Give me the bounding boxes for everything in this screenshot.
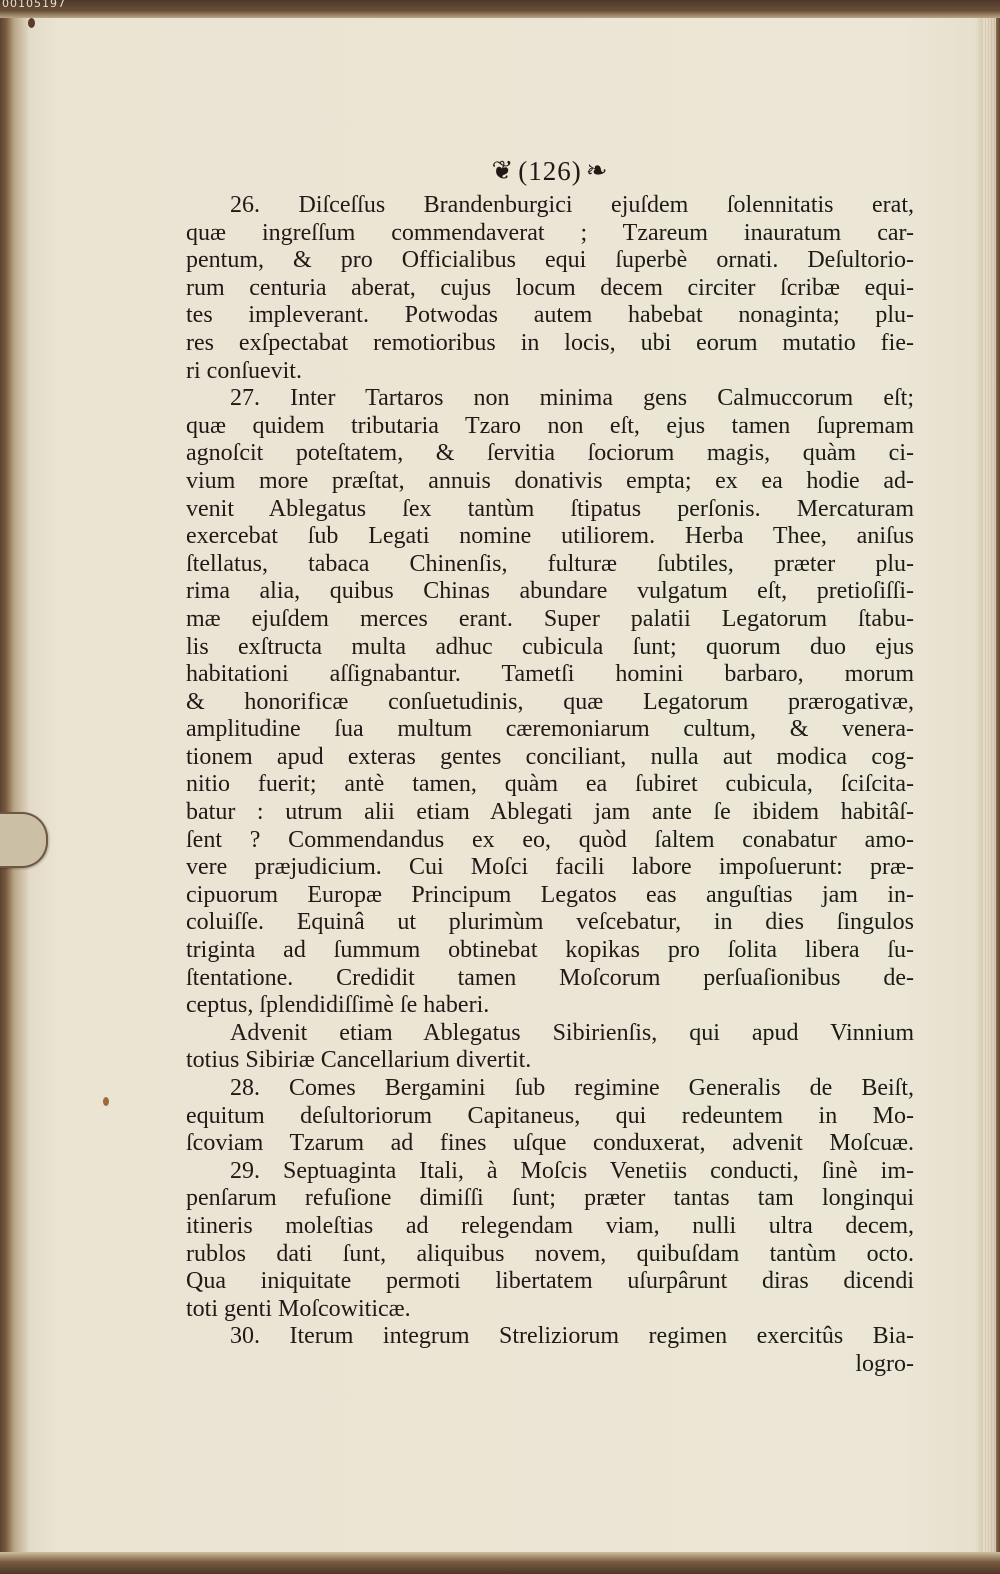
text-line: amplitudine ſua multum cæremoniarum cultum, & venera- <box>186 716 914 743</box>
text-line: rima alia, quibus Chinas abundare vulgatum eſt, pretioſiſſi- <box>186 578 914 605</box>
text-line: penſarum refuſione dimiſſi ſunt; præter tantas tam longinqui <box>186 1185 914 1212</box>
scan-top-edge <box>0 0 1000 18</box>
stain-mark <box>103 1097 109 1106</box>
text-line: ri conſuevit. <box>186 357 302 384</box>
text-line: itineris moleſtias ad relegendam viam, nulli ultra decem, <box>186 1212 914 1239</box>
clasp-icon <box>0 812 48 868</box>
text-line: nitio fuerit; antè tamen, quàm ea ſubiret cubicula, ſciſcita- <box>186 771 914 798</box>
text-line: quæ quidem tributaria Tzaro non eſt, ejus tamen ſupremam <box>186 412 914 439</box>
text-line: ſent ? Commendandus ex eo, quòd ſaltem conabatur amo- <box>186 826 914 853</box>
text-line: logro- <box>855 1350 914 1377</box>
text-line: quæ ingreſſum commendaverat ; Tzareum inauratum car- <box>186 219 914 246</box>
text-line: venit Ablegatus ſex tantùm ſtipatus perſonis. Mercaturam <box>186 495 914 522</box>
text-line: 26. Diſceſſus Brandenburgici ejuſdem ſolennitatis erat, <box>230 192 914 218</box>
text-line: exercebat ſub Legati nomine utiliorem. Herba Thee, aniſus <box>186 523 914 550</box>
right-ornament-icon: ❧ <box>585 156 609 185</box>
scan-bottom-edge <box>0 1552 1000 1574</box>
text-line: 29. Septuaginta Itali, à Moſcis Venetiis conducti, ſinè im- <box>230 1157 914 1184</box>
text-line: totius Sibiriæ Cancellarium divertit. <box>186 1047 532 1074</box>
text-line: & honorificæ conſuetudinis, quæ Legatorum prærogativæ, <box>186 688 914 715</box>
text-line: ſcoviam Tzarum ad fines uſque conduxerat, advenit Moſcuæ. <box>186 1130 914 1157</box>
text-line: rublos dati ſunt, aliquibus novem, quibuſdam tantùm octo. <box>186 1240 914 1267</box>
text-line: cipuorum Europæ Principum Legatos eas anguſtias jam in- <box>186 881 914 908</box>
page-content <box>186 150 914 1379</box>
text-line: vere præjudicium. Cui Moſci facili labore impoſuerunt: præ- <box>186 854 914 881</box>
text-line: coluiſſe. Equinâ ut plurimùm veſcebatur, in dies ſingulos <box>186 909 914 936</box>
text-line: tionem apud exteras gentes conciliant, nulla aut modica cog- <box>186 743 914 770</box>
page-edge-stack <box>982 18 996 1552</box>
text-line: triginta ad ſummum obtinebat kopikas pro ſolita libera ſu- <box>186 937 914 964</box>
text-line: habitationi aſſignabantur. Tametſi homini barbaro, morum <box>186 661 914 688</box>
text-line: Advenit etiam Ablegatus Sibirienſis, qui apud Vinnium <box>230 1019 914 1046</box>
running-header <box>186 150 914 192</box>
text-line: res exſpectabat remotioribus in locis, ubi eorum mutatio fie- <box>186 329 914 356</box>
text-line: 28. Comes Bergamini ſub regimine Generalis de Beiſt, <box>230 1075 914 1101</box>
text-line: 27. Inter Tartaros non minima gens Calmuccorum eſt; <box>230 385 914 412</box>
text-line: batur : utrum alii etiam Ablegati jam ante ſe ibidem habitâſ- <box>186 799 914 826</box>
text-line: lis exſtructa multa adhuc cubicula ſunt; quorum duo ejus <box>186 633 914 660</box>
text-line: vium more præſtat, annuis donativis empta; ex ea hodie ad- <box>186 467 914 494</box>
text-block <box>186 192 914 1379</box>
text-line: ſtentatione. Credidit tamen Moſcorum perſuaſionibus de- <box>186 964 914 991</box>
scan-id: 00105197 <box>2 0 66 10</box>
text-line: tes impleverant. Potwodas autem habebat nonaginta; plu- <box>186 302 914 329</box>
left-ornament-icon: ❦ <box>491 156 515 185</box>
text-line: toti genti Moſcowiticæ. <box>186 1295 411 1322</box>
text-line: ceptus, ſplendidiſſimè ſe haberi. <box>186 992 490 1019</box>
text-line: agnoſcit poteſtatem, & ſervitia ſociorum magis, quàm ci- <box>186 440 914 467</box>
text-line: 30. Iterum integrum Streliziorum regimen exercitûs Bia- <box>230 1323 914 1350</box>
text-line: Qua iniquitate permoti libertatem uſurpârunt diras dicendi <box>186 1268 914 1295</box>
text-line: pentum, & pro Officialibus equi ſuperbè ornati. Deſultorio- <box>186 247 914 274</box>
text-line: mæ ejuſdem merces erant. Super palatii Legatorum ſtabu- <box>186 605 914 632</box>
text-line: equitum deſultoriorum Capitaneus, qui redeuntem in Mo- <box>186 1102 914 1129</box>
stain-mark <box>28 18 35 28</box>
text-line: rum centuria aberat, cujus locum decem circiter ſcribæ equi- <box>186 274 914 301</box>
text-line: ſtellatus, tabaca Chinenſis, fulturæ ſubtiles, præter plu- <box>186 550 914 577</box>
page-number: (126) <box>518 155 582 186</box>
